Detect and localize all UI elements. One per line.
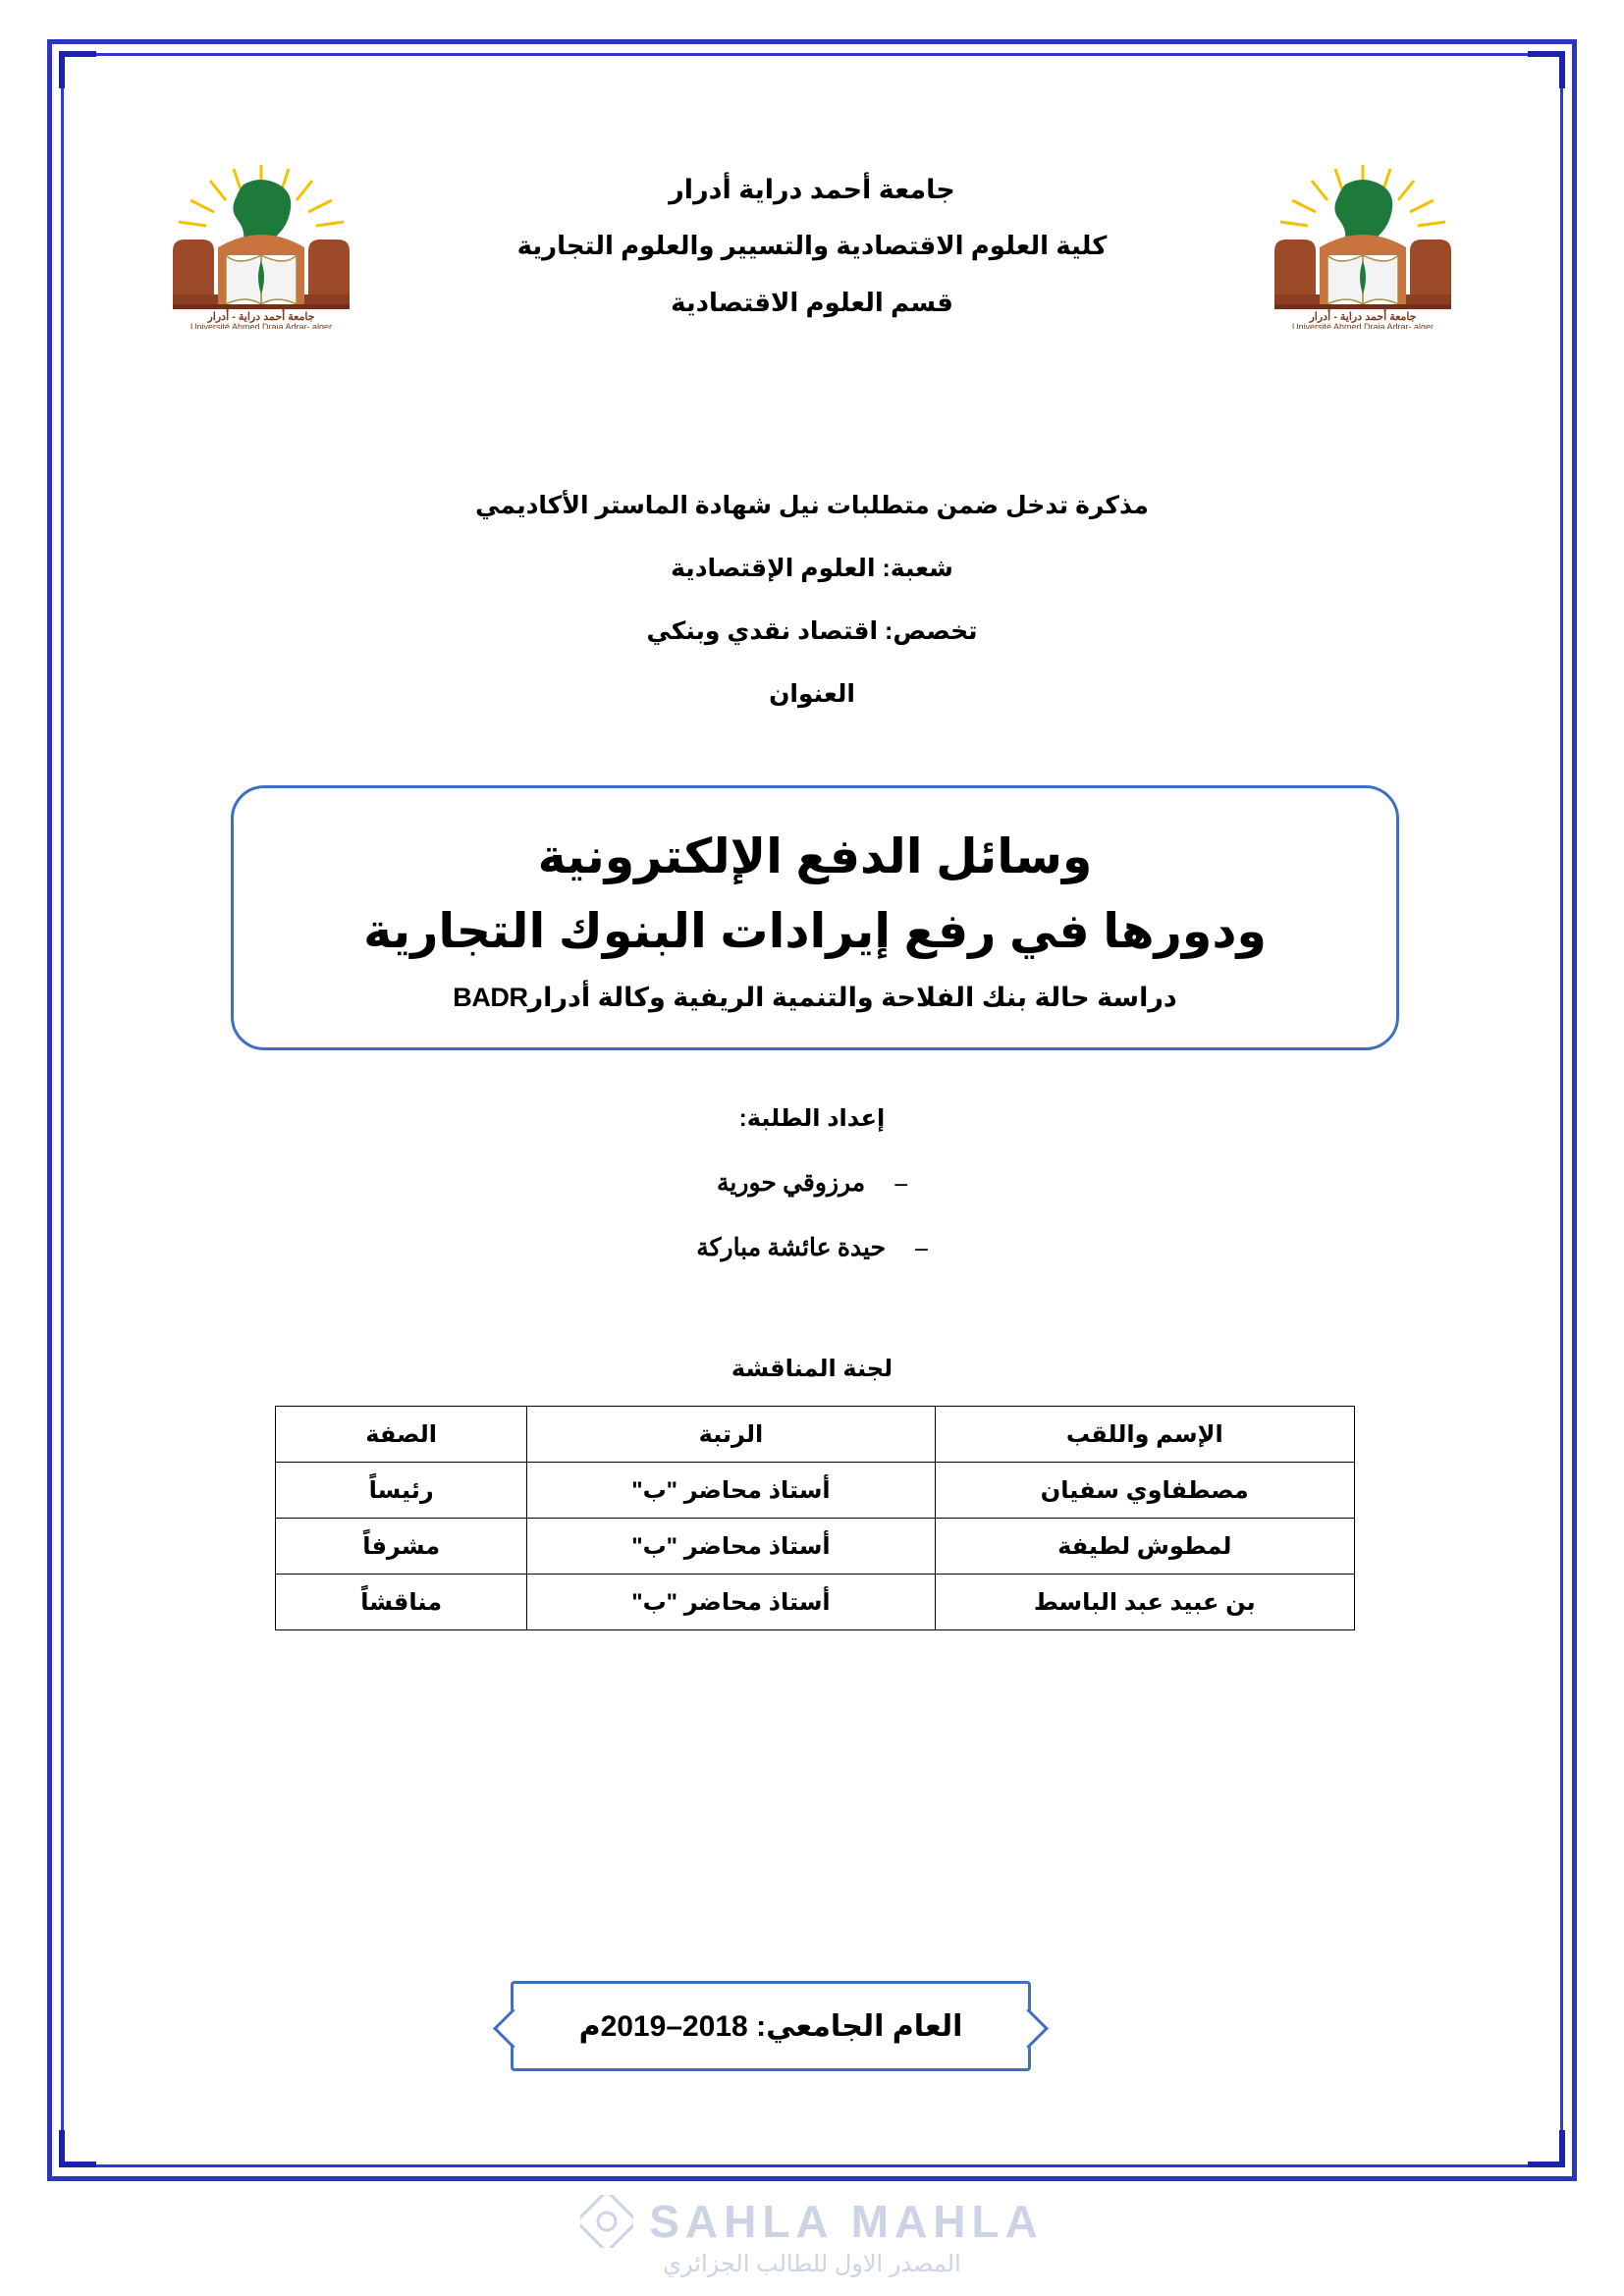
students-list — [88, 1168, 1536, 1298]
thesis-subtitle: دراسة حالة بنك الفلاحة والتنمية الريفية وكالة أدرارBADR — [453, 982, 1177, 1012]
academic-year-text: العام الجامعي: 2018–2019م — [569, 2009, 973, 2044]
watermark-logo-icon — [580, 2195, 633, 2248]
cell-name: بن عبيد عبد الباسط — [935, 1575, 1354, 1630]
faculty-name: كلية العلوم الاقتصادية والتسيير والعلوم التجارية — [516, 231, 1108, 261]
cover-content — [88, 79, 1536, 2130]
cell-role: رئيساً — [276, 1463, 527, 1519]
table-row — [276, 1519, 1355, 1575]
table-row — [276, 1463, 1355, 1519]
list-item — [88, 1168, 1536, 1198]
student-name: حيدة عائشة مباركة — [696, 1235, 887, 1261]
university-name: جامعة أحمد دراية أدرار — [669, 175, 955, 204]
cell-rank: أستاذ محاضر "ب" — [527, 1519, 935, 1575]
university-logo-left — [128, 157, 395, 329]
students-label: إعداد الطلبة: — [738, 1105, 886, 1132]
corner-mark-bottom-right — [1528, 2130, 1565, 2167]
svg-text:جامعة أحمد دراية - أدرار: جامعة أحمد دراية - أدرار — [207, 311, 315, 323]
bullet-dash: – — [894, 1170, 907, 1197]
student-name: مرزوقي حورية — [717, 1170, 866, 1197]
cell-name: لمطوش لطيفة — [935, 1519, 1354, 1575]
thesis-title-box — [231, 785, 1399, 1050]
cell-rank: أستاذ محاضر "ب" — [527, 1575, 935, 1630]
department-name: قسم العلوم الاقتصادية — [671, 287, 953, 317]
institution-header — [383, 172, 1241, 342]
corner-mark-bottom-left — [59, 2130, 96, 2167]
title-label: العنوان — [769, 680, 855, 708]
watermark — [0, 2195, 1624, 2278]
header-rank: الرتبة — [527, 1407, 935, 1463]
thesis-title-line1: وسائل الدفع الإلكترونية — [537, 830, 1093, 884]
svg-text:جامعة أحمد دراية - أدرار: جامعة أحمد دراية - أدرار — [1309, 311, 1417, 323]
academic-year-box — [511, 1981, 1031, 2071]
cell-role: مشرفاً — [276, 1519, 527, 1575]
thesis-title-line2: ودورها في رفع إيرادات البنوك التجارية — [363, 904, 1267, 958]
cell-role: مناقشاً — [276, 1575, 527, 1630]
header-role: الصفة — [276, 1407, 527, 1463]
university-logo-right — [1229, 157, 1496, 329]
cell-name: مصطفاوي سفيان — [935, 1463, 1354, 1519]
list-item — [88, 1233, 1536, 1262]
memo-statement: مذكرة تدخل ضمن متطلبات نيل شهادة الماستر الأكاديمي — [475, 492, 1149, 519]
degree-info — [88, 491, 1536, 742]
table-row — [276, 1575, 1355, 1630]
svg-text:Université Ahmed Draia Adrar-: Université Ahmed Draia Adrar- alger — [1291, 322, 1435, 329]
jury-table — [275, 1406, 1355, 1630]
specialty-line: تخصص: اقتصاد نقدي وبنكي — [646, 617, 978, 645]
svg-text:Université Ahmed Draia Adrar-: Université Ahmed Draia Adrar- alger — [189, 322, 333, 329]
header-name: الإسم واللقب — [935, 1407, 1354, 1463]
watermark-subtitle: المصدر الاول للطالب الجزائري — [663, 2251, 961, 2277]
jury-label: لجنة المناقشة — [731, 1356, 893, 1382]
cell-rank: أستاذ محاضر "ب" — [527, 1463, 935, 1519]
table-header-row — [276, 1407, 1355, 1463]
watermark-title: SAHLA MAHLA — [649, 2196, 1044, 2247]
branch-line: شعبة: العلوم الإقتصادية — [671, 555, 953, 582]
bullet-dash: – — [915, 1235, 928, 1261]
